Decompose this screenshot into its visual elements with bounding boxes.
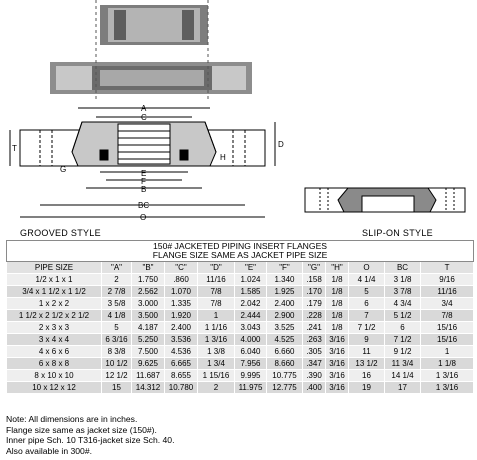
table-cell: 9 1/2: [385, 346, 421, 358]
header-b: "B": [132, 262, 165, 274]
table-cell: 1/8: [326, 286, 349, 298]
dim-label-bc: BC: [138, 201, 150, 210]
table-cell: 11.975: [235, 382, 267, 394]
pipe-size-cell: 1 x 2 x 2: [7, 298, 102, 310]
dim-label-e: E: [141, 169, 147, 178]
table-cell: .860: [165, 274, 198, 286]
note-line: Flange size same as jacket size (150#).: [6, 424, 157, 435]
table-cell: 11: [349, 346, 385, 358]
notes-block: [6, 414, 174, 456]
table-title-row: [7, 241, 474, 262]
header-h: "H": [326, 262, 349, 274]
table-cell: .263: [303, 334, 326, 346]
table-cell: 7/8: [198, 298, 235, 310]
pipe-size-cell: 1 1/2 x 2 1/2 x 2 1/2: [7, 310, 102, 322]
table-cell: 1: [198, 310, 235, 322]
table-cell: 9/16: [421, 274, 474, 286]
table-cell: 1/8: [326, 298, 349, 310]
table-cell: .241: [303, 322, 326, 334]
table-cell: 9.625: [132, 358, 165, 370]
table-cell: 1 1/16: [198, 322, 235, 334]
note-line: Also available in 300#.: [6, 445, 92, 456]
header-pipe-size: PIPE SIZE: [7, 262, 102, 274]
table-cell: 3.536: [165, 334, 198, 346]
table-cell: 2.042: [235, 298, 267, 310]
header-e: "E": [235, 262, 267, 274]
table-cell: 2.400: [165, 322, 198, 334]
header-c: "C": [165, 262, 198, 274]
table-cell: 3.043: [235, 322, 267, 334]
table-cell: 2.444: [235, 310, 267, 322]
table-row: [7, 286, 474, 298]
table-cell: 1 3/16: [421, 382, 474, 394]
table-cell: 1.024: [235, 274, 267, 286]
table-cell: 3/16: [326, 370, 349, 382]
pipe-size-cell: 3 x 4 x 4: [7, 334, 102, 346]
pipe-size-cell: 6 x 8 x 8: [7, 358, 102, 370]
grooved-style-caption: GROOVED STYLE: [20, 228, 101, 238]
dim-label-h: H: [220, 153, 226, 162]
table-cell: 19: [349, 382, 385, 394]
table-cell: 1.750: [132, 274, 165, 286]
table-cell: 14 1/4: [385, 370, 421, 382]
table-cell: 11/16: [421, 286, 474, 298]
table-cell: .228: [303, 310, 326, 322]
table-cell: 8.660: [267, 358, 303, 370]
table-title-line2: FLANGE SIZE SAME AS JACKET PIPE SIZE: [152, 250, 328, 260]
header-f: "F": [267, 262, 303, 274]
table-cell: 11 3/4: [385, 358, 421, 370]
table-cell: 3/16: [326, 334, 349, 346]
table-cell: 10.775: [267, 370, 303, 382]
dim-label-d: D: [278, 140, 284, 149]
table-cell: 1 1/8: [421, 358, 474, 370]
table-cell: 2: [198, 382, 235, 394]
table-cell: 8 3/8: [102, 346, 132, 358]
table-cell: 1.925: [267, 286, 303, 298]
table-cell: 1.585: [235, 286, 267, 298]
flange-spec-table: [6, 240, 474, 394]
table-cell: 1/8: [326, 274, 349, 286]
table-cell: 9.995: [235, 370, 267, 382]
table-cell: 4.000: [235, 334, 267, 346]
pipe-size-cell: 2 x 3 x 3: [7, 322, 102, 334]
table-cell: 2.900: [267, 310, 303, 322]
table-cell: 5.250: [132, 334, 165, 346]
table-cell: 6.040: [235, 346, 267, 358]
table-cell: 8.655: [165, 370, 198, 382]
table-cell: 6: [385, 322, 421, 334]
table-cell: 11.687: [132, 370, 165, 382]
table-cell: 15/16: [421, 322, 474, 334]
pipe-size-cell: 4 x 6 x 6: [7, 346, 102, 358]
table-cell: 9: [349, 334, 385, 346]
table-row: [7, 370, 474, 382]
table-cell: 5: [102, 322, 132, 334]
table-cell: 3/16: [326, 346, 349, 358]
table-cell: .305: [303, 346, 326, 358]
table-row: [7, 346, 474, 358]
table-header-row: [7, 262, 474, 274]
table-cell: 5 1/2: [385, 310, 421, 322]
pipe-size-cell: 3/4 x 1 1/2 x 1 1/2: [7, 286, 102, 298]
pipe-size-cell: 1/2 x 1 x 1: [7, 274, 102, 286]
table-cell: 3 5/8: [102, 298, 132, 310]
table-cell: .179: [303, 298, 326, 310]
table-cell: 7 1/2: [349, 322, 385, 334]
table-cell: 6.660: [267, 346, 303, 358]
table-cell: 13 1/2: [349, 358, 385, 370]
table-cell: 7/8: [421, 310, 474, 322]
table-cell: 7: [349, 310, 385, 322]
table-cell: 4.536: [165, 346, 198, 358]
table-cell: 15: [102, 382, 132, 394]
table-cell: .400: [303, 382, 326, 394]
table-cell: 2: [102, 274, 132, 286]
header-bc: BC: [385, 262, 421, 274]
table-row: [7, 274, 474, 286]
table-cell: 16: [349, 370, 385, 382]
table-title: [7, 241, 474, 262]
table-cell: 15/16: [421, 334, 474, 346]
table-cell: 3/16: [326, 358, 349, 370]
table-row: [7, 322, 474, 334]
table-cell: 1 15/16: [198, 370, 235, 382]
table-row: [7, 334, 474, 346]
table-cell: 1/8: [326, 322, 349, 334]
table-cell: 4.525: [267, 334, 303, 346]
table-row: [7, 358, 474, 370]
table-cell: .170: [303, 286, 326, 298]
header-o: O: [349, 262, 385, 274]
dim-label-g: G: [60, 165, 67, 174]
table-cell: 3.500: [132, 310, 165, 322]
table-cell: 7 1/2: [385, 334, 421, 346]
table-cell: 1 3/4: [198, 358, 235, 370]
dim-label-o: O: [140, 213, 147, 222]
table-cell: 4 3/4: [385, 298, 421, 310]
slip-on-style-drawing: [305, 188, 465, 212]
table-cell: 4 1/8: [102, 310, 132, 322]
note-line: Note: All dimensions are in inches.: [6, 414, 138, 424]
table-cell: 1.340: [267, 274, 303, 286]
slip-on-style-caption: SLIP-ON STYLE: [362, 228, 433, 238]
dim-label-f: F: [141, 177, 146, 186]
note-line: Inner pipe Sch. 10 T316-jacket size Sch. 40.: [6, 435, 175, 446]
header-a: "A": [102, 262, 132, 274]
table-cell: 7.500: [132, 346, 165, 358]
table-row: [7, 310, 474, 322]
dim-label-a: A: [141, 104, 147, 113]
header-g: "G": [303, 262, 326, 274]
table-cell: 2.562: [132, 286, 165, 298]
pipe-size-cell: 10 x 12 x 12: [7, 382, 102, 394]
table-cell: 12 1/2: [102, 370, 132, 382]
table-cell: 7/8: [198, 286, 235, 298]
table-cell: 3 7/8: [385, 286, 421, 298]
dim-label-b: B: [141, 185, 147, 194]
table-cell: 1 3/16: [198, 334, 235, 346]
table-cell: 6.665: [165, 358, 198, 370]
table-row: [7, 298, 474, 310]
table-cell: 11/16: [198, 274, 235, 286]
table-cell: .390: [303, 370, 326, 382]
table-cell: 3/16: [326, 382, 349, 394]
table-cell: 2 7/8: [102, 286, 132, 298]
table-cell: 4.187: [132, 322, 165, 334]
dim-label-t: T: [12, 144, 17, 153]
table-cell: 17: [385, 382, 421, 394]
table-cell: 1 3/16: [421, 370, 474, 382]
table-cell: 1.335: [165, 298, 198, 310]
table-cell: 12.775: [267, 382, 303, 394]
table-cell: 10 1/2: [102, 358, 132, 370]
table-cell: 7.956: [235, 358, 267, 370]
table-cell: 2.400: [267, 298, 303, 310]
table-cell: 6: [349, 298, 385, 310]
table-cell: .158: [303, 274, 326, 286]
pipe-size-cell: 8 x 10 x 10: [7, 370, 102, 382]
table-cell: 6 3/16: [102, 334, 132, 346]
header-t: T: [421, 262, 474, 274]
table-cell: 3 1/8: [385, 274, 421, 286]
table-cell: 1 3/8: [198, 346, 235, 358]
table-row: [7, 382, 474, 394]
dim-label-c: C: [141, 113, 147, 122]
table-title-line1: 150# JACKETED PIPING INSERT FLANGES: [153, 241, 328, 251]
header-d: "D": [198, 262, 235, 274]
table-cell: 10.780: [165, 382, 198, 394]
table-cell: 5: [349, 286, 385, 298]
table-cell: 3.000: [132, 298, 165, 310]
table-cell: 14.312: [132, 382, 165, 394]
table-cell: .347: [303, 358, 326, 370]
table-cell: 1/8: [326, 310, 349, 322]
flange-photo: [50, 0, 252, 100]
table-cell: 4 1/4: [349, 274, 385, 286]
table-cell: 1.920: [165, 310, 198, 322]
table-cell: 1.070: [165, 286, 198, 298]
table-cell: 3/4: [421, 298, 474, 310]
table-cell: 3.525: [267, 322, 303, 334]
table-cell: 1: [421, 346, 474, 358]
